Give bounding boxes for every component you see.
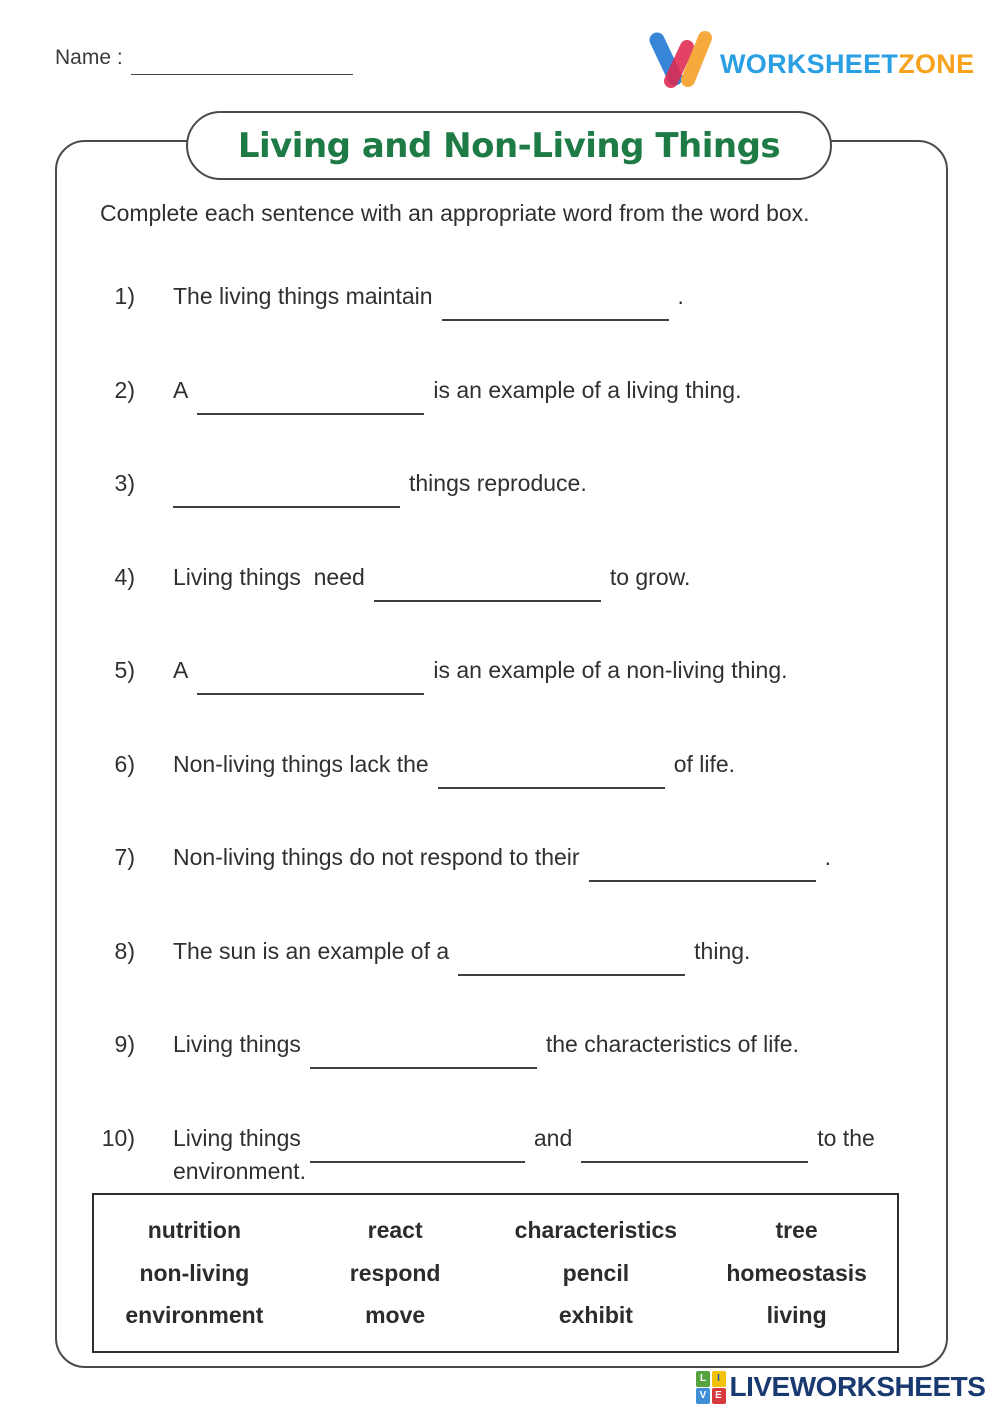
word-box-item: homeostasis xyxy=(726,1259,867,1286)
answer-blank[interactable] xyxy=(589,849,816,882)
word-box-item: environment xyxy=(125,1302,264,1329)
question-segment: environment. xyxy=(173,1157,306,1184)
question-text xyxy=(173,468,935,501)
question-segment: A xyxy=(173,376,189,403)
name-label: Name : xyxy=(55,46,123,69)
question-segment: . xyxy=(824,844,831,870)
answer-blank[interactable] xyxy=(438,756,665,789)
questions xyxy=(87,281,935,1187)
word-box-item: tree xyxy=(775,1216,818,1243)
question-number: 10) xyxy=(101,1124,135,1151)
question-segment: the characteristics of life. xyxy=(545,1031,799,1057)
word-box-grid xyxy=(94,1195,897,1351)
question-number: 4) xyxy=(114,563,135,590)
question-segment: Living things need xyxy=(173,563,365,590)
live-tile: V xyxy=(696,1388,710,1404)
question-row xyxy=(87,468,935,562)
liveworksheets-wordmark: LIVEWORKSHEETS xyxy=(729,1371,986,1403)
question-text xyxy=(173,1123,935,1187)
brand-zone-text: ZONE xyxy=(898,48,975,79)
answer-blank[interactable] xyxy=(310,1036,537,1069)
word-box-item: non-living xyxy=(139,1259,250,1286)
live-tile: I xyxy=(712,1371,726,1387)
question-segment: to the xyxy=(817,1124,875,1151)
question-row xyxy=(87,655,935,749)
question-segment: things reproduce. xyxy=(409,470,587,496)
word-box-item: react xyxy=(367,1216,423,1243)
word-box-item: living xyxy=(766,1302,827,1329)
question-row xyxy=(87,281,935,375)
question-number: 7) xyxy=(114,844,135,870)
question-text xyxy=(173,655,935,688)
brand-worksheet-text: WORKSHEET xyxy=(720,48,899,79)
answer-blank[interactable] xyxy=(374,569,601,602)
worksheetzone-w-icon xyxy=(642,30,714,88)
worksheetzone-wordmark xyxy=(720,49,974,80)
question-row xyxy=(87,749,935,843)
instruction-text: Complete each sentence with an appropriate word from the word box. xyxy=(100,200,810,226)
word-box-item: pencil xyxy=(562,1259,630,1286)
question-number: 8) xyxy=(114,937,135,964)
question-row xyxy=(87,1123,935,1187)
question-segment: Non-living things lack the xyxy=(173,750,429,777)
question-segment: is an example of a non-living thing. xyxy=(433,657,788,683)
name-field xyxy=(55,46,353,71)
answer-blank[interactable] xyxy=(197,382,424,415)
answer-blank[interactable] xyxy=(173,475,400,508)
question-segment: Living things xyxy=(173,1031,301,1057)
live-tile: E xyxy=(712,1388,726,1404)
question-row xyxy=(87,1029,935,1123)
question-text xyxy=(173,936,935,969)
question-number: 9) xyxy=(114,1031,135,1057)
question-text xyxy=(173,749,935,782)
question-row xyxy=(87,375,935,469)
question-number: 1) xyxy=(114,283,135,309)
question-row xyxy=(87,842,935,936)
question-number: 5) xyxy=(114,657,135,683)
question-row xyxy=(87,562,935,656)
question-segment: . xyxy=(677,283,684,309)
question-row xyxy=(87,936,935,1030)
question-text xyxy=(173,562,935,595)
word-box-item: nutrition xyxy=(147,1216,241,1243)
question-segment: The sun is an example of a xyxy=(173,937,450,964)
question-text xyxy=(173,375,935,408)
question-segment: is an example of a living thing. xyxy=(433,376,742,403)
answer-blank[interactable] xyxy=(458,943,685,976)
word-box-item: move xyxy=(365,1302,426,1329)
question-text xyxy=(173,842,935,875)
title-pill xyxy=(186,111,832,180)
word-box-item: characteristics xyxy=(514,1216,678,1243)
worksheetzone-logo xyxy=(642,30,974,88)
answer-blank[interactable] xyxy=(310,1130,525,1163)
live-tile: L xyxy=(696,1371,710,1387)
word-box-item: respond xyxy=(349,1259,441,1286)
liveworksheets-logo xyxy=(696,1371,985,1404)
question-number: 3) xyxy=(114,470,135,496)
answer-blank[interactable] xyxy=(581,1130,808,1163)
question-segment: and xyxy=(533,1124,573,1151)
question-number: 2) xyxy=(114,376,135,403)
question-segment: Non-living things do not respond to their xyxy=(173,844,580,870)
name-write-line[interactable] xyxy=(131,50,353,75)
question-segment: A xyxy=(173,657,189,683)
question-segment: thing. xyxy=(694,937,751,964)
question-segment: The living things maintain xyxy=(173,283,433,309)
question-segment: to grow. xyxy=(609,563,691,590)
question-number: 6) xyxy=(114,750,135,777)
live-tiles-icon xyxy=(696,1371,726,1404)
answer-blank[interactable] xyxy=(442,288,669,321)
word-box-item: exhibit xyxy=(558,1302,633,1329)
question-text xyxy=(173,1029,935,1062)
page-title: Living and Non-Living Things xyxy=(237,125,781,166)
answer-blank[interactable] xyxy=(197,662,424,695)
question-segment: of life. xyxy=(673,750,736,777)
word-box xyxy=(92,1193,899,1353)
question-text xyxy=(173,281,935,314)
question-segment: Living things xyxy=(173,1124,301,1151)
